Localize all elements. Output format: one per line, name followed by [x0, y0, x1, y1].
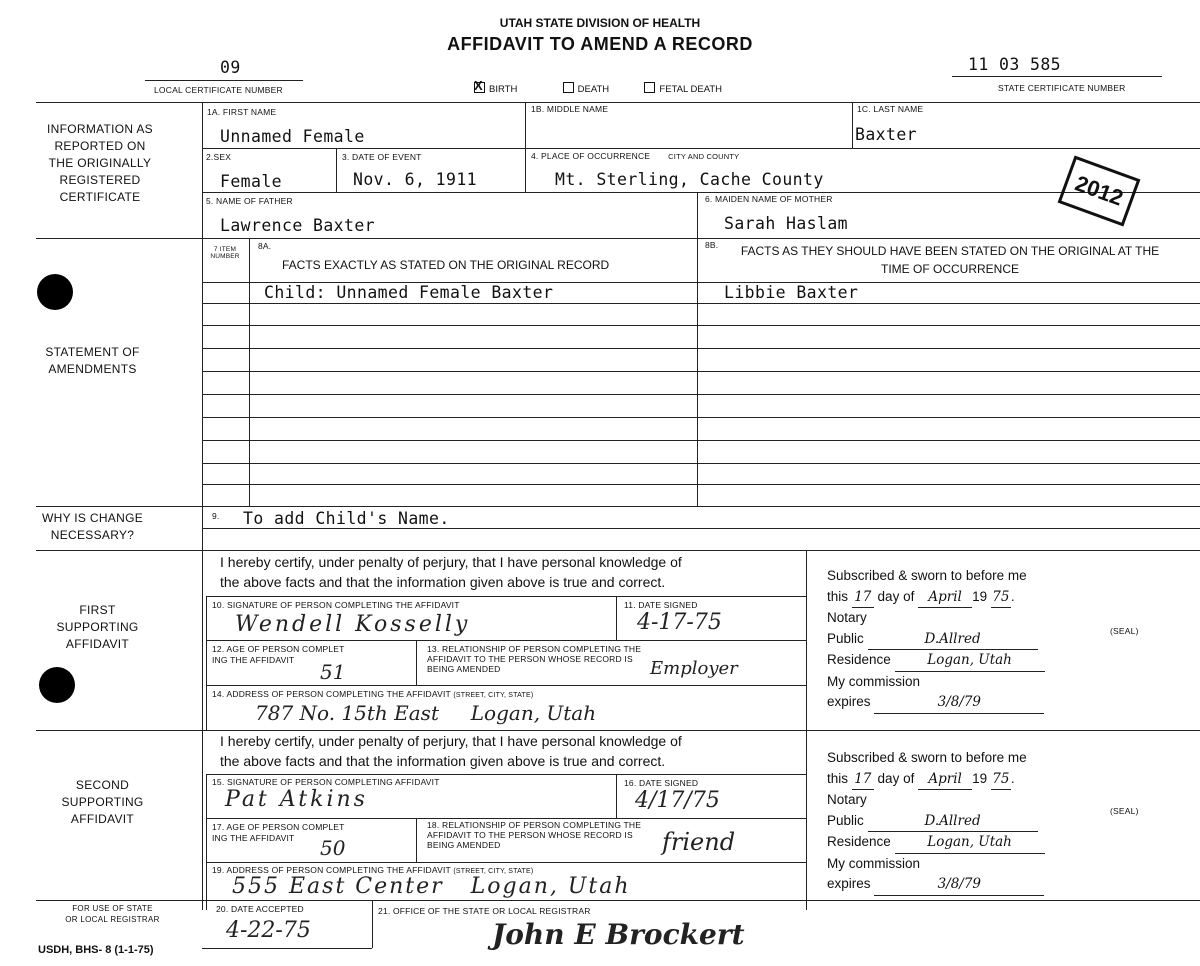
state-cert-label: STATE CERTIFICATE NUMBER	[998, 83, 1126, 93]
second-relationship-label: 18. RELATIONSHIP OF PERSON COMPLETING THE AFFIDAVIT TO THE PERSON WHOSE RECORD IS BEING AMENDED	[427, 820, 642, 850]
second-notary-public-sig: D.Allred	[868, 811, 1038, 833]
first-notary-residence: Logan, Utah	[895, 650, 1045, 672]
first-notary-public-sig: D.Allred	[868, 629, 1038, 651]
place-label: 4. PLACE OF OCCURRENCE CITY AND COUNTY	[531, 151, 740, 161]
state-cert-number: 11 03 585	[968, 55, 1062, 74]
second-notary-year: 75	[991, 769, 1011, 791]
second-address-value: 555 East Center Logan, Utah	[232, 874, 631, 899]
form-id: USDH, BHS- 8 (1-1-75)	[38, 944, 154, 956]
corrected-fact-value: Libbie Baxter	[724, 283, 859, 302]
second-date-value: 4/17/75	[635, 788, 720, 813]
why-number: 9.	[212, 511, 220, 521]
second-certify-line-2: the above facts and that the information given above is true and correct.	[220, 753, 666, 769]
date-accepted-label: 20. DATE ACCEPTED	[216, 904, 304, 914]
first-age-label: 12. AGE OF PERSON COMPLET ING THE AFFIDAVIT	[212, 644, 345, 665]
sex-value: Female	[220, 172, 283, 191]
first-certify-line-1: I hereby certify, under penalty of perjury, that I have personal knowledge of	[220, 554, 682, 570]
record-type-death[interactable]: DEATH	[563, 84, 610, 95]
second-date-label: 16. DATE SIGNED	[624, 778, 699, 788]
sex-label: 2.SEX	[206, 152, 232, 162]
birth-checkbox[interactable]	[474, 82, 485, 93]
second-age-label: 17. AGE OF PERSON COMPLET ING THE AFFIDAVIT	[212, 822, 345, 843]
section-registrar-label: FOR USE OF STATE OR LOCAL REGISTRAR	[65, 904, 160, 924]
date-accepted-value: 4-22-75	[226, 918, 311, 943]
item-number-label: 7 ITEM NUMBER	[210, 246, 240, 260]
first-relationship-label: 13. RELATIONSHIP OF PERSON COMPLETING THE AFFIDAVIT TO THE PERSON WHOSE RECORD IS BEING AMENDED	[427, 644, 642, 674]
first-seal-label: (SEAL)	[1110, 626, 1139, 636]
middle-name-label: 1B. MIDDLE NAME	[531, 104, 609, 114]
registrar-signature: John E Brockert	[492, 918, 745, 951]
last-name-label: 1C. LAST NAME	[857, 104, 924, 114]
first-relationship-value: Employer	[650, 658, 738, 679]
local-cert-label: LOCAL CERTIFICATE NUMBER	[154, 85, 283, 95]
date-of-event-value: Nov. 6, 1911	[353, 170, 478, 189]
col-a-header: FACTS EXACTLY AS STATED ON THE ORIGINAL RECORD	[282, 258, 610, 272]
first-notary-year: 75	[991, 587, 1011, 609]
second-notary-block: Subscribed & sworn to before me this 17 day of April 19 75. Notary Public D.Allred Residence Logan, Utah My commission expires 3/8/79	[827, 748, 1045, 896]
punch-hole-bottom	[39, 667, 75, 703]
fetal-death-checkbox[interactable]	[644, 82, 655, 93]
first-name-value: Unnamed Female	[220, 127, 365, 146]
section-why-label: WHY IS CHANGE NECESSARY?	[41, 511, 144, 542]
registrar-office-label: 21. OFFICE OF THE STATE OR LOCAL REGISTRAR	[378, 906, 591, 916]
agency-name: UTAH STATE DIVISION OF HEALTH	[499, 16, 701, 30]
second-certify-line-1: I hereby certify, under penalty of perjury, that I have personal knowledge of	[220, 733, 682, 749]
place-value: Mt. Sterling, Cache County	[555, 170, 824, 189]
first-address-value: 787 No. 15th East Logan, Utah	[255, 701, 597, 725]
file-number-stamp: 2012	[1058, 156, 1141, 227]
first-address-label: 14. ADDRESS OF PERSON COMPLETING THE AFFIDAVIT (STREET, CITY, STATE)	[212, 689, 534, 699]
first-notary-month: April	[918, 587, 972, 609]
first-age-value: 51	[320, 660, 346, 684]
original-fact-value: Child: Unnamed Female Baxter	[264, 283, 554, 302]
why-value: To add Child's Name.	[243, 509, 450, 528]
second-notary-expires: 3/8/79	[874, 874, 1044, 896]
first-notary-day: 17	[852, 587, 874, 609]
second-address-label: 19. ADDRESS OF PERSON COMPLETING THE AFFIDAVIT (STREET, CITY, STATE)	[212, 865, 534, 875]
first-name-label: 1A. FIRST NAME	[207, 107, 277, 117]
section-original-label: INFORMATION AS REPORTED ON THE ORIGINALLY REGISTERED CERTIFICATE	[47, 122, 153, 204]
first-signature-value: Wendell Kosselly	[235, 612, 471, 637]
section-second-affidavit-label: SECOND SUPPORTING AFFIDAVIT	[61, 778, 144, 826]
second-signature-value: Pat Atkins	[225, 787, 368, 812]
col-b-number: 8B.	[705, 240, 719, 250]
record-type-birth[interactable]: X BIRTH	[474, 84, 517, 95]
record-type-fetal-death[interactable]: FETAL DEATH	[644, 84, 722, 95]
section-first-affidavit-label: FIRST SUPPORTING AFFIDAVIT	[56, 603, 139, 651]
form-title: AFFIDAVIT TO AMEND A RECORD	[447, 34, 753, 54]
first-notary-block: Subscribed & sworn to before me this 17 day of April 19 75. Notary Public D.Allred Residence Logan, Utah My commission expires 3/8/79	[827, 566, 1045, 714]
second-relationship-value: friend	[662, 828, 736, 856]
second-notary-month: April	[918, 769, 972, 791]
last-name-value: Baxter	[855, 125, 918, 144]
first-signature-label: 10. SIGNATURE OF PERSON COMPLETING THE AFFIDAVIT	[212, 600, 460, 610]
col-b-header: FACTS AS THEY SHOULD HAVE BEEN STATED ON THE ORIGINAL AT THE TIME OF OCCURRENCE	[740, 244, 1160, 276]
second-seal-label: (SEAL)	[1110, 806, 1139, 816]
local-cert-number: 09	[220, 58, 241, 77]
first-certify-line-2: the above facts and that the information given above is true and correct.	[220, 574, 666, 590]
mother-label: 6. MAIDEN NAME OF MOTHER	[705, 194, 833, 204]
first-notary-expires: 3/8/79	[874, 692, 1044, 714]
first-date-value: 4-17-75	[637, 610, 722, 635]
second-notary-residence: Logan, Utah	[895, 832, 1045, 854]
second-age-value: 50	[320, 836, 346, 860]
death-checkbox[interactable]	[563, 82, 574, 93]
father-value: Lawrence Baxter	[220, 216, 376, 235]
first-date-label: 11. DATE SIGNED	[624, 600, 698, 610]
punch-hole-top	[37, 274, 73, 310]
date-of-event-label: 3. DATE OF EVENT	[342, 152, 422, 162]
father-label: 5. NAME OF FATHER	[206, 196, 293, 206]
second-notary-day: 17	[852, 769, 874, 791]
section-amendments-label: STATEMENT OF AMENDMENTS	[45, 345, 140, 376]
col-a-number: 8A.	[258, 241, 272, 251]
mother-value: Sarah Haslam	[724, 214, 849, 233]
record-type-row	[474, 82, 722, 95]
second-signature-label: 15. SIGNATURE OF PERSON COMPLETING AFFIDAVIT	[212, 777, 440, 787]
